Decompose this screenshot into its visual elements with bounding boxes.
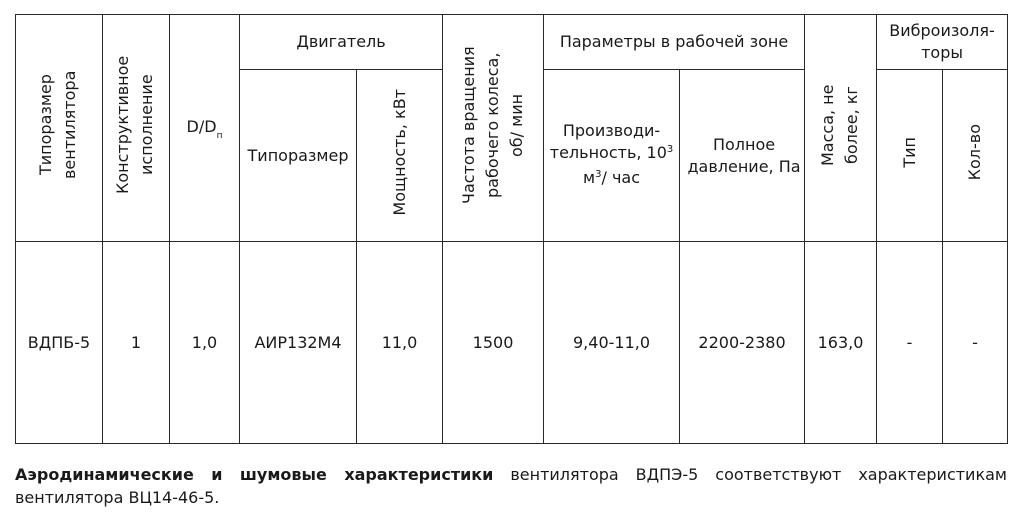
header-vibro-type [877,70,943,242]
header-mass-label: Масса, не более, кг [817,84,861,166]
cell-vibro-count: - [943,242,1008,444]
header-vibro-group [877,15,1008,70]
header-vibro-count-label: Кол-во [965,124,985,181]
header-capacity [544,70,680,242]
cell-motor-size: АИР132М4 [240,242,357,444]
caption-text: вентилятора ВДПЭ-5 соответствуют характеристикам вентилятора ВЦ14-46-5. [15,465,1007,507]
header-design [103,15,170,242]
header-capacity-unit: м [583,167,596,187]
cell-rotation: 1500 [443,242,544,444]
header-rotation-label: Частота вращения рабочего колеса, об/ мин [459,46,527,204]
header-motor-group-label: Двигатель [296,32,386,51]
header-vibro-type-label: Тип [899,137,919,168]
header-work-params-group-label: Параметры в рабочей зоне [559,32,789,51]
cell-design: 1 [103,242,170,444]
header-row-1 [16,15,1008,70]
cell-mass: 163,0 [805,242,877,444]
header-fan-size-label: Типоразмер вентилятора [36,70,79,180]
cell-motor-power: 11,0 [357,242,443,444]
header-rotation [443,15,544,242]
header-design-label: Конструктивное исполнение [113,55,156,195]
header-ratio [170,15,240,242]
cell-pressure: 2200-2380 [680,242,805,444]
caption-bold: Аэродинамические и шумовые характеристики [15,465,494,484]
header-ratio-label: D/D [186,116,217,136]
cell-ratio: 1,0 [170,242,240,444]
header-motor-group [240,15,443,70]
cell-fan-size: ВДПБ-5 [16,242,103,444]
header-work-params-group [544,15,805,70]
table-row [16,242,1008,444]
header-motor-power-label: Мощность, кВт [389,89,409,216]
header-capacity-unit-tail: / час [601,167,640,187]
spec-table [15,14,1008,444]
header-mass [805,15,877,242]
header-capacity-label: Производи-тельность, 10 [549,120,667,162]
header-fan-size [16,15,103,242]
cell-capacity: 9,40-11,0 [544,242,680,444]
header-capacity-superscript-1: 3 [666,143,674,155]
header-vibro-count [943,70,1008,242]
caption-paragraph [15,463,1007,509]
header-pressure-label: Полное давление, Па [687,134,801,176]
header-motor-power [357,70,443,242]
header-ratio-subscript: п [216,130,223,141]
header-pressure [680,70,805,242]
header-motor-size-label: Типоразмер [247,145,349,165]
header-motor-size [240,70,357,242]
header-capacity-superscript-2: 3 [595,168,602,180]
header-vibro-group-label: Виброизоля-торы [889,21,995,62]
cell-vibro-type: - [877,242,943,444]
